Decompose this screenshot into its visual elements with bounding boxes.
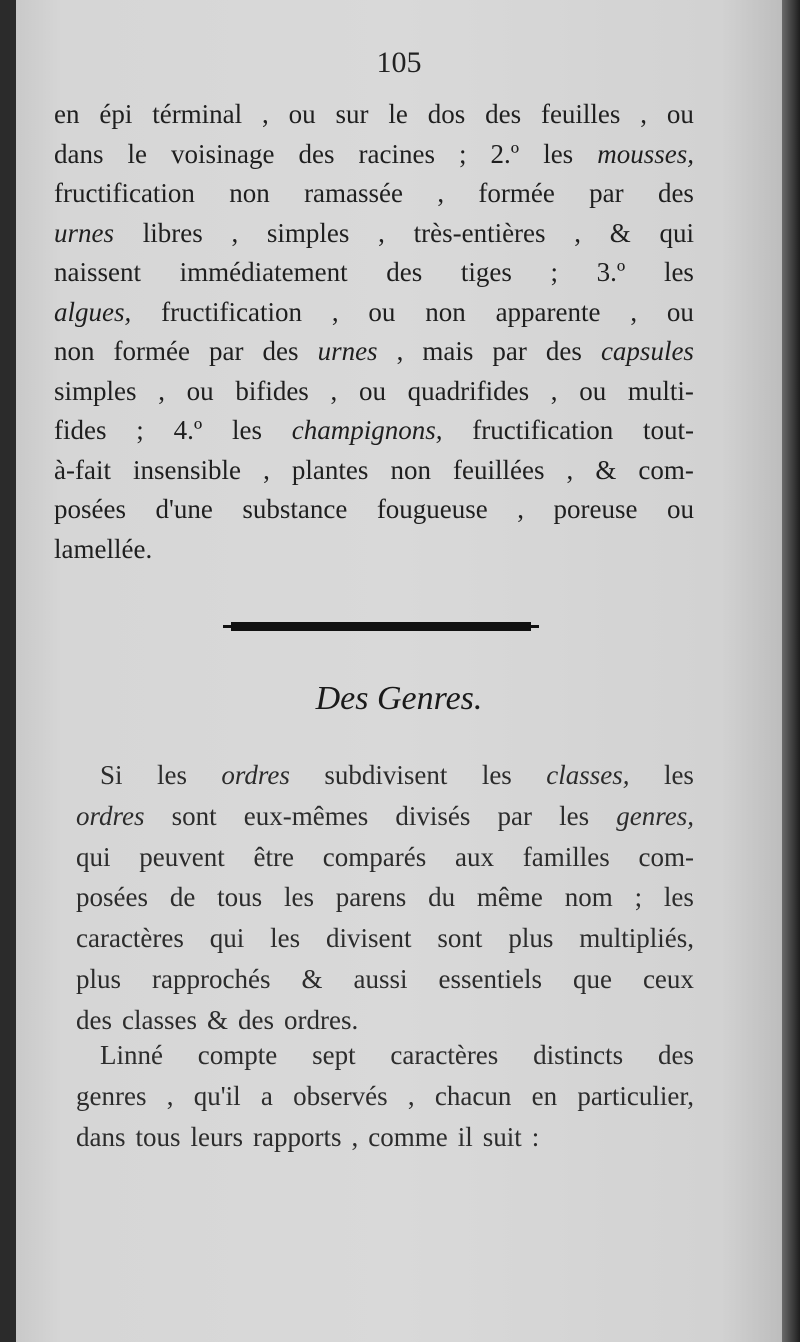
word: ,	[231, 217, 239, 248]
section-heading: Des Genres.	[315, 680, 483, 717]
word: observés	[293, 1080, 388, 1111]
text-line	[54, 332, 694, 372]
word: tiges	[460, 257, 512, 287]
word: ou	[667, 494, 694, 524]
word: ;	[459, 138, 467, 169]
word: ,	[166, 1080, 174, 1111]
word: non	[229, 178, 270, 208]
text-line	[76, 1035, 694, 1076]
word: être	[253, 841, 294, 872]
word: caractères	[390, 1040, 499, 1070]
word: 4.º	[173, 415, 203, 445]
word: non	[54, 336, 95, 366]
word: fructification	[54, 178, 195, 208]
word: ,	[262, 99, 269, 129]
word: leurs	[190, 1121, 243, 1152]
word: multipliés,	[579, 923, 694, 954]
word: par	[492, 336, 527, 366]
word: très-entières	[413, 217, 546, 248]
word: les	[481, 760, 512, 790]
word: :	[531, 1121, 540, 1152]
word: du	[428, 882, 456, 913]
word: sept	[312, 1040, 356, 1070]
word: 2.º	[490, 138, 520, 169]
word: quadrifides	[407, 375, 530, 406]
word: ou	[666, 296, 694, 327]
word: caractères	[76, 923, 184, 954]
word: les	[231, 415, 262, 445]
word: dans	[76, 1121, 126, 1152]
word: comparés	[322, 841, 427, 872]
word: naissent	[54, 257, 141, 287]
word: rapports	[253, 1121, 342, 1152]
word: a	[260, 1080, 273, 1111]
word: sur	[335, 99, 369, 129]
page-edge-shadow	[782, 0, 800, 1342]
word: les	[663, 882, 694, 913]
paragraph-1	[54, 95, 694, 569]
word: ou	[186, 375, 214, 406]
word: posées	[76, 882, 148, 913]
word: compte	[197, 1040, 278, 1070]
text-line	[76, 1117, 694, 1158]
text-line	[54, 214, 694, 254]
word: &	[595, 454, 617, 485]
text-line	[76, 755, 694, 796]
word: suit	[482, 1121, 522, 1152]
book-page	[16, 0, 782, 1342]
word: fructification	[161, 296, 303, 327]
paragraph-3	[76, 1035, 694, 1157]
word: formée	[113, 336, 190, 366]
word: les	[283, 882, 314, 913]
word: peuvent	[139, 841, 225, 872]
word: divisés	[395, 800, 471, 831]
word: com-	[638, 454, 694, 485]
word: plantes	[291, 454, 369, 485]
word: parens	[335, 882, 407, 913]
word: comme	[368, 1121, 448, 1152]
word: qu'il	[193, 1080, 241, 1111]
word: ou	[368, 296, 396, 327]
word: essentiels	[438, 963, 542, 994]
word: des	[238, 1004, 274, 1035]
word: algues,	[54, 296, 132, 327]
word: plus	[508, 923, 554, 954]
word: épi	[99, 99, 133, 129]
word: il	[457, 1121, 473, 1152]
word: immédiatement	[179, 257, 348, 287]
word: bifides	[235, 375, 309, 406]
word: &	[206, 1004, 228, 1035]
word: ceux	[642, 963, 694, 994]
word: genres,	[616, 800, 694, 831]
word: ;	[136, 415, 144, 445]
word: formée	[478, 178, 555, 208]
word: ou	[358, 375, 386, 406]
word: qui	[76, 841, 111, 872]
word: ramassée	[304, 178, 404, 208]
word: aux	[454, 841, 494, 872]
text-line	[54, 372, 694, 412]
text-line	[54, 253, 694, 293]
word: chacun	[434, 1080, 512, 1111]
word: distincts	[533, 1040, 624, 1070]
section-divider	[231, 622, 531, 631]
text-line	[76, 918, 694, 959]
word: des	[545, 336, 582, 366]
word: posées	[54, 494, 126, 524]
word: ;	[550, 257, 559, 287]
word: simples	[266, 217, 350, 248]
word: les	[663, 257, 694, 287]
text-line	[76, 959, 694, 1000]
word: classes	[122, 1004, 197, 1035]
word: les	[559, 800, 590, 831]
word: ou	[666, 99, 694, 129]
word: feuilles	[540, 99, 621, 129]
word: ordres	[76, 800, 145, 831]
word: par	[589, 178, 624, 208]
word: de	[169, 882, 196, 913]
page-number: 105	[376, 46, 422, 79]
word: qui	[659, 217, 694, 248]
word: &	[301, 963, 323, 994]
word: des	[657, 1040, 694, 1070]
word: dos	[427, 99, 466, 129]
word: Linné	[100, 1040, 163, 1070]
word: non	[390, 454, 431, 485]
word: les	[543, 138, 574, 169]
word: à-fait	[54, 454, 111, 485]
word: des	[298, 138, 335, 169]
word: classes,	[546, 760, 630, 790]
word: ou	[579, 375, 607, 406]
word: par	[497, 800, 532, 831]
word: champignons,	[291, 415, 443, 445]
word: &	[609, 217, 631, 248]
paragraph-2	[76, 755, 694, 1041]
word: le	[388, 99, 408, 129]
text-line	[54, 451, 694, 491]
word: d'une	[155, 494, 213, 524]
word: qui	[209, 923, 245, 954]
word: libres	[142, 217, 203, 248]
word: ,	[550, 375, 558, 406]
word: ,	[437, 178, 445, 208]
word: ordres	[221, 760, 290, 790]
word: tout-	[643, 415, 694, 445]
word: ,	[630, 296, 638, 327]
word: ,	[351, 1121, 359, 1152]
word: même	[476, 882, 543, 913]
word: mousses,	[597, 138, 694, 169]
word: tous	[135, 1121, 181, 1152]
word: dans	[54, 138, 104, 169]
word: feuillées	[453, 454, 545, 485]
text-line	[76, 837, 694, 878]
text-line	[76, 877, 694, 918]
word: par	[209, 336, 244, 366]
word: familles	[522, 841, 610, 872]
word: particulier,	[577, 1080, 694, 1111]
word: sont	[437, 923, 483, 954]
text-line	[54, 490, 694, 530]
word: en	[54, 99, 80, 129]
word: plus	[76, 963, 122, 994]
word: urnes	[317, 336, 378, 366]
word: ,	[263, 454, 270, 485]
word: ,	[640, 99, 648, 129]
word: rapprochés	[152, 963, 271, 994]
word: ,	[407, 1080, 415, 1111]
word: le	[127, 138, 148, 169]
word: fides	[54, 415, 107, 445]
word: ;	[634, 882, 643, 913]
word: en	[531, 1080, 558, 1111]
word: les	[663, 760, 694, 790]
word: términal	[152, 99, 243, 129]
word: des	[485, 99, 522, 129]
word: multi-	[627, 375, 694, 406]
word: Si	[100, 760, 123, 790]
word: ,	[330, 375, 338, 406]
word: aussi	[353, 963, 408, 994]
word: apparente	[495, 296, 601, 327]
word: les	[156, 760, 187, 790]
word: ,	[396, 336, 404, 366]
word: capsules	[600, 336, 694, 366]
word: sont	[171, 800, 217, 831]
word: mais	[422, 336, 474, 366]
word: ordres.	[284, 1004, 359, 1035]
text-line	[76, 796, 694, 837]
word: urnes	[54, 217, 114, 248]
word: non	[425, 296, 466, 327]
word: fructification	[472, 415, 614, 445]
word: 3.º	[596, 257, 626, 287]
word: ,	[517, 494, 525, 524]
word: des	[657, 178, 694, 208]
word: genres	[76, 1080, 147, 1111]
word: lamellée.	[54, 533, 153, 564]
word: ,	[331, 296, 339, 327]
word: que	[572, 963, 612, 994]
word: des	[262, 336, 299, 366]
text-line	[54, 135, 694, 175]
word: eux-mêmes	[243, 800, 369, 831]
word: ,	[158, 375, 165, 406]
word: substance	[242, 494, 348, 524]
text-line	[54, 174, 694, 214]
word: nom	[564, 882, 613, 913]
word: ,	[378, 217, 385, 248]
word: divisent	[326, 923, 412, 954]
word: com-	[638, 841, 694, 872]
text-line	[76, 1076, 694, 1117]
text-line	[54, 530, 694, 570]
word: voisinage	[171, 138, 275, 169]
word: les	[270, 923, 301, 954]
word: ,	[566, 454, 574, 485]
text-line	[54, 293, 694, 333]
word: fougueuse	[376, 494, 488, 524]
word: racines	[358, 138, 435, 169]
word: simples	[54, 375, 137, 406]
word: poreuse	[553, 494, 638, 524]
word: ou	[288, 99, 316, 129]
word: des	[76, 1004, 112, 1035]
word: des	[386, 257, 423, 287]
word: ,	[574, 217, 582, 248]
word: insensible	[133, 454, 242, 485]
word: subdivisent	[324, 760, 448, 790]
text-line	[54, 411, 694, 451]
text-line	[54, 95, 694, 135]
word: tous	[217, 882, 263, 913]
